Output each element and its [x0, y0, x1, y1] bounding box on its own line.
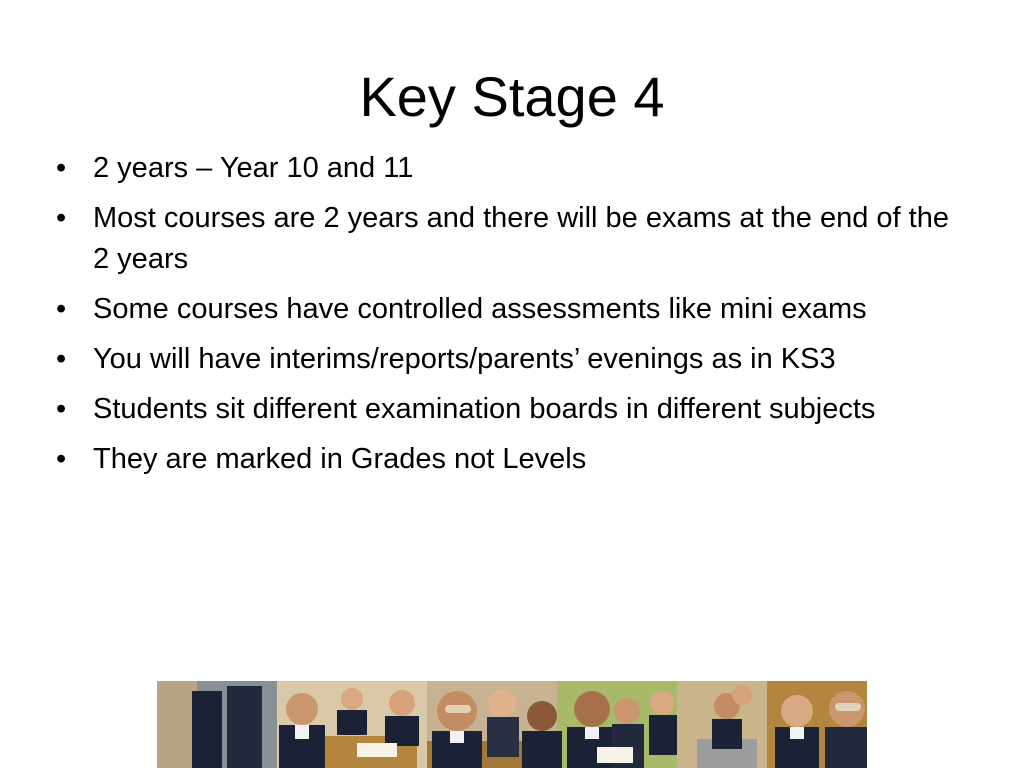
bullet-text: You will have interims/reports/parents’ evenings as in KS3: [93, 343, 836, 375]
bullet-item: [56, 198, 956, 280]
bullet-marker: •: [56, 293, 67, 325]
school-students-photo-collage-icon: [157, 681, 867, 768]
bullet-item: [56, 148, 956, 189]
bullet-list: [56, 148, 956, 489]
bullet-marker: •: [56, 443, 67, 475]
bullet-text: They are marked in Grades not Levels: [93, 443, 587, 475]
bullet-marker: •: [56, 393, 67, 425]
bullet-item: [56, 289, 956, 330]
bullet-text: 2 years – Year 10 and 11: [93, 152, 414, 184]
bullet-item: [56, 389, 956, 430]
bullet-text: Some courses have controlled assessments like mini exams: [93, 293, 867, 325]
bullet-item: [56, 339, 956, 380]
slide-title: Key Stage 4: [359, 65, 665, 128]
bullet-text: Most courses are 2 years and there will be exams at the end of the 2 years: [93, 202, 949, 275]
bullet-marker: •: [56, 343, 67, 375]
bullet-item: [56, 439, 956, 480]
bullet-marker: •: [56, 202, 67, 234]
bullet-text: Students sit different examination boards in different subjects: [93, 393, 876, 425]
bullet-marker: •: [56, 152, 67, 184]
photo-strip: [157, 681, 867, 768]
